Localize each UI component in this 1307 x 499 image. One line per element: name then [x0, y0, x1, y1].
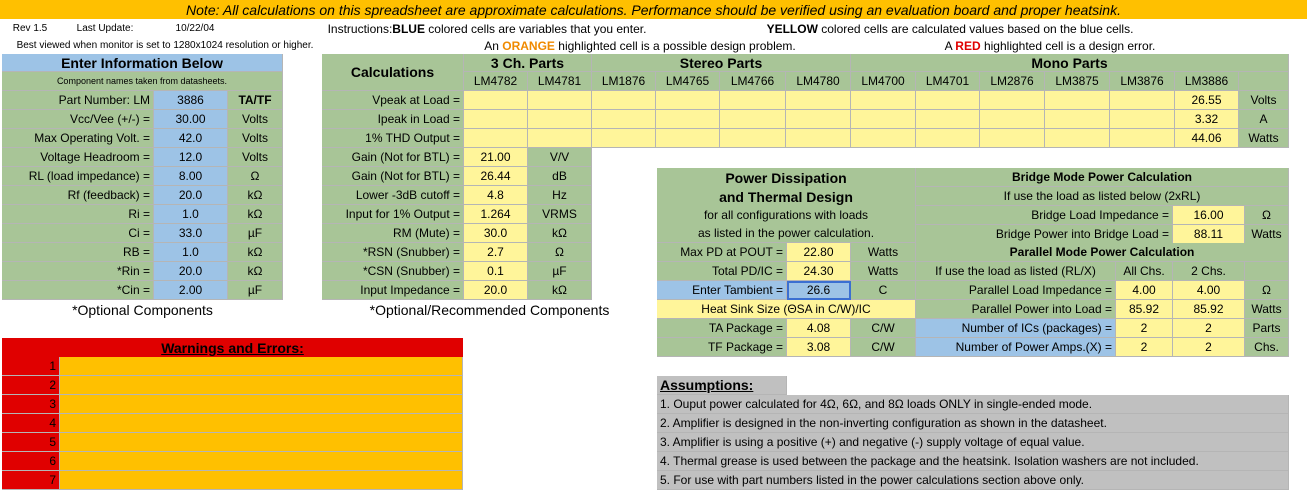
- parallel-value-all: 2: [1116, 319, 1173, 338]
- calc-value-empty: [720, 91, 786, 110]
- parallel-value-two: 2: [1173, 338, 1245, 357]
- input-label: RB =: [2, 243, 154, 262]
- calc-value-empty: [851, 110, 916, 129]
- bridge-unit: Ω: [1245, 206, 1289, 225]
- calc-value-empty: [656, 129, 720, 148]
- input-label: Ci =: [2, 224, 154, 243]
- calc-value-empty: [528, 129, 592, 148]
- calc-value-lm3886: 26.55: [1175, 91, 1239, 110]
- assumption-item: 1. Ouput power calculated for 4Ω, 6Ω, and 8Ω loads ONLY in single-ended mode.: [657, 395, 1289, 414]
- calc2-label: RM (Mute) =: [322, 224, 464, 243]
- input-unit: kΩ: [228, 186, 283, 205]
- power-dissipation-label: Total PD/IC =: [657, 262, 787, 281]
- warning-message: [60, 376, 463, 395]
- part-column-header: LM3886: [1175, 72, 1239, 91]
- input-unit: Ω: [228, 167, 283, 186]
- input-value[interactable]: 42.0: [154, 129, 228, 148]
- part-column-header: LM4701: [916, 72, 980, 91]
- assumption-item: 3. Amplifier is using a positive (+) and negative (-) supply voltage of equal value.: [657, 433, 1289, 452]
- part-column-header: LM4780: [786, 72, 851, 91]
- enter-info-title: Enter Information Below: [2, 54, 283, 72]
- optional-recommended-label: *Optional/Recommended Components: [369, 302, 610, 318]
- calc-value-empty: [720, 129, 786, 148]
- calc2-unit: µF: [528, 262, 592, 281]
- calc-row-label: Ipeak in Load =: [322, 110, 464, 129]
- part-column-header: LM4765: [656, 72, 720, 91]
- parallel-value-all: 2: [1116, 338, 1173, 357]
- note-banner: Note: All calculations on this spreadsheet are approximate calculations. Performance should be verified using an evaluation board and proper heatsink.: [0, 0, 1307, 19]
- unit-column-header: [1239, 72, 1289, 91]
- power-dissipation-unit: C: [851, 281, 916, 300]
- calc2-label: Gain (Not for BTL) =: [322, 167, 464, 186]
- calc-value-empty: [916, 91, 980, 110]
- warning-message: [60, 357, 463, 376]
- input-label: Ri =: [2, 205, 154, 224]
- parallel-label: Number of ICs (packages) =: [916, 319, 1116, 338]
- calc-value-empty: [1045, 91, 1110, 110]
- input-label: Vcc/Vee (+/-) =: [2, 110, 154, 129]
- parallel-value-all: 85.92: [1116, 300, 1173, 319]
- input-unit: kΩ: [228, 205, 283, 224]
- all-chs-header: All Chs.: [1116, 262, 1173, 281]
- ta-package-unit: C/W: [851, 319, 916, 338]
- warning-message: [60, 395, 463, 414]
- input-unit: TA/TF: [228, 91, 283, 110]
- calc2-unit: VRMS: [528, 205, 592, 224]
- power-dissipation-value: 22.80: [787, 243, 851, 262]
- parallel-unit: Parts: [1245, 319, 1289, 338]
- assumptions-title: Assumptions:: [657, 376, 787, 395]
- part-column-header: LM3876: [1110, 72, 1175, 91]
- part-column-header: LM2876: [980, 72, 1045, 91]
- bridge-mode-subtitle: If use the load as listed below (2xRL): [916, 187, 1289, 206]
- warning-number: 7: [2, 471, 60, 490]
- bridge-value: 88.11: [1173, 225, 1245, 244]
- calc-row-label: Vpeak at Load =: [322, 91, 464, 110]
- ambient-temp-label: Enter Tambient =: [657, 281, 787, 300]
- parallel-unit: Watts: [1245, 300, 1289, 319]
- calc-value-empty: [1045, 110, 1110, 129]
- ta-package-label: TA Package =: [657, 319, 787, 338]
- rev-label: Rev 1.5: [12, 22, 48, 34]
- best-viewed-note: Best viewed when monitor is set to 1280x1024 resolution or higher.: [16, 40, 314, 51]
- red-note: A RED highlighted cell is a design error.: [944, 39, 1156, 53]
- assumption-item: 4. Thermal grease is used between the package and the heatsink. Isolation washers are not included.: [657, 452, 1289, 471]
- calc-row-unit: Volts: [1239, 91, 1289, 110]
- calc-value-empty: [464, 110, 528, 129]
- power-dissipation-unit: Watts: [851, 243, 916, 262]
- parallel-mode-title: Parallel Mode Power Calculation: [916, 243, 1289, 262]
- part-column-header: LM1876: [592, 72, 656, 91]
- part-column-header: LM4766: [720, 72, 786, 91]
- part-column-header: LM3875: [1045, 72, 1110, 91]
- input-unit: Volts: [228, 110, 283, 129]
- calc-value-empty: [1110, 91, 1175, 110]
- instructions-blue: Instructions: BLUE colored cells are variables that you enter.: [327, 21, 647, 36]
- calc2-value: 4.8: [464, 186, 528, 205]
- input-value[interactable]: 20.0: [154, 186, 228, 205]
- part-column-header: LM4700: [851, 72, 916, 91]
- calc-value-empty: [851, 129, 916, 148]
- calc-value-empty: [980, 91, 1045, 110]
- bridge-label: Bridge Power into Bridge Load =: [916, 225, 1173, 244]
- input-value[interactable]: 20.0: [154, 262, 228, 281]
- warning-message: [60, 414, 463, 433]
- calc-value-empty: [786, 129, 851, 148]
- parallel-label: Number of Power Amps.(X) =: [916, 338, 1116, 357]
- calc-value-empty: [980, 110, 1045, 129]
- calc-value-empty: [786, 91, 851, 110]
- calc-value-empty: [1045, 129, 1110, 148]
- tf-package-value: 3.08: [787, 338, 851, 357]
- tf-package-label: TF Package =: [657, 338, 787, 357]
- calc2-value: 0.1: [464, 262, 528, 281]
- calculations-title: Calculations: [322, 54, 464, 91]
- input-label: Rf (feedback) =: [2, 186, 154, 205]
- calc-value-empty: [1110, 110, 1175, 129]
- thermal-design-title: and Thermal Design: [657, 187, 916, 206]
- bridge-value: 16.00: [1173, 206, 1245, 225]
- calc2-value: 20.0: [464, 281, 528, 300]
- heatsink-size-label: Heat Sink Size (ΘSA in C/W)/IC: [657, 300, 916, 319]
- calc-value-empty: [656, 91, 720, 110]
- calc-value-empty: [1110, 129, 1175, 148]
- power-dissipation-sub1: for all configurations with loads: [657, 206, 916, 224]
- warning-number: 4: [2, 414, 60, 433]
- warning-number: 2: [2, 376, 60, 395]
- group-mono-parts: Mono Parts: [851, 54, 1289, 72]
- calc-value-empty: [851, 91, 916, 110]
- calc-row-label: 1% THD Output =: [322, 129, 464, 148]
- calc2-unit: kΩ: [528, 281, 592, 300]
- calc2-unit: V/V: [528, 148, 592, 167]
- calc-value-empty: [916, 110, 980, 129]
- parallel-value-two: 85.92: [1173, 300, 1245, 319]
- calc-value-empty: [528, 110, 592, 129]
- calc-value-empty: [592, 129, 656, 148]
- calc-row-unit: A: [1239, 110, 1289, 129]
- calc2-label: Gain (Not for BTL) =: [322, 148, 464, 167]
- calc-value-empty: [786, 110, 851, 129]
- warning-number: 5: [2, 433, 60, 452]
- input-label: RL (load impedance) =: [2, 167, 154, 186]
- input-unit: Volts: [228, 148, 283, 167]
- part-column-header: LM4781: [528, 72, 592, 91]
- input-unit: µF: [228, 224, 283, 243]
- calc2-label: Input for 1% Output =: [322, 205, 464, 224]
- tf-package-unit: C/W: [851, 338, 916, 357]
- input-unit: µF: [228, 281, 283, 300]
- power-dissipation-unit: Watts: [851, 262, 916, 281]
- warning-number: 1: [2, 357, 60, 376]
- parallel-mode-subtitle: If use the load as listed (RL/X): [916, 262, 1116, 281]
- last-update-date: 10/22/04: [175, 22, 215, 34]
- warning-message: [60, 433, 463, 452]
- calc2-value: 21.00: [464, 148, 528, 167]
- calc-value-empty: [592, 110, 656, 129]
- calc-row-unit: Watts: [1239, 129, 1289, 148]
- warning-message: [60, 452, 463, 471]
- calc2-label: Lower -3dB cutoff =: [322, 186, 464, 205]
- calc2-unit: dB: [528, 167, 592, 186]
- input-value[interactable]: 8.00: [154, 167, 228, 186]
- parallel-value-all: 4.00: [1116, 281, 1173, 300]
- calc-value-empty: [464, 91, 528, 110]
- power-dissipation-sub2: as listed in the power calculation.: [657, 224, 916, 243]
- calc-value-lm3886: 3.32: [1175, 110, 1239, 129]
- group-stereo-parts: Stereo Parts: [592, 54, 851, 72]
- input-label: *Cin =: [2, 281, 154, 300]
- warnings-header: Warnings and Errors:: [2, 338, 463, 357]
- assumption-item: 2. Amplifier is designed in the non-inverting configuration as shown in the datasheet.: [657, 414, 1289, 433]
- calc2-unit: kΩ: [528, 224, 592, 243]
- enter-info-subtitle: Component names taken from datasheets.: [2, 72, 283, 91]
- instructions-yellow: YELLOW colored cells are calculated values based on the blue cells.: [766, 21, 1134, 36]
- input-value[interactable]: 3886: [154, 91, 228, 110]
- orange-note: An ORANGE highlighted cell is a possible design problem.: [484, 39, 796, 53]
- input-value[interactable]: 2.00: [154, 281, 228, 300]
- parallel-unit-header: [1245, 262, 1289, 281]
- parallel-value-two: 4.00: [1173, 281, 1245, 300]
- optional-components-label: *Optional Components: [72, 302, 213, 318]
- calc-value-empty: [980, 129, 1045, 148]
- two-chs-header: 2 Chs.: [1173, 262, 1245, 281]
- calc-value-empty: [916, 129, 980, 148]
- calc2-value: 1.264: [464, 205, 528, 224]
- calc-value-empty: [656, 110, 720, 129]
- bridge-mode-title: Bridge Mode Power Calculation: [916, 168, 1289, 187]
- input-value[interactable]: 1.0: [154, 243, 228, 262]
- parallel-unit: Ω: [1245, 281, 1289, 300]
- ta-package-value: 4.08: [787, 319, 851, 338]
- calc-value-empty: [720, 110, 786, 129]
- power-dissipation-title: Power Dissipation: [657, 168, 916, 187]
- calc-value-empty: [592, 91, 656, 110]
- warning-number: 3: [2, 395, 60, 414]
- power-dissipation-value: 24.30: [787, 262, 851, 281]
- input-label: Max Operating Volt. =: [2, 129, 154, 148]
- input-value[interactable]: 30.00: [154, 110, 228, 129]
- group-3ch-parts: 3 Ch. Parts: [464, 54, 592, 72]
- warning-number: 6: [2, 452, 60, 471]
- ambient-temp-input[interactable]: 26.6: [787, 281, 851, 300]
- calc-value-empty: [464, 129, 528, 148]
- parallel-unit: Chs.: [1245, 338, 1289, 357]
- parallel-label: Parallel Load Impedance =: [916, 281, 1116, 300]
- input-unit: kΩ: [228, 243, 283, 262]
- bridge-label: Bridge Load Impedance =: [916, 206, 1173, 225]
- input-label: Voltage Headroom =: [2, 148, 154, 167]
- assumption-item: 5. For use with part numbers listed in the power calculations section above only.: [657, 471, 1289, 490]
- calc2-value: 26.44: [464, 167, 528, 186]
- calc-value-empty: [528, 91, 592, 110]
- calc2-label: Input Impedance =: [322, 281, 464, 300]
- power-dissipation-label: Max PD at POUT =: [657, 243, 787, 262]
- parallel-value-two: 2: [1173, 319, 1245, 338]
- part-column-header: LM4782: [464, 72, 528, 91]
- calc2-label: *RSN (Snubber) =: [322, 243, 464, 262]
- last-update-label: Last Update:: [76, 22, 134, 34]
- warning-message: [60, 471, 463, 490]
- calc2-unit: Hz: [528, 186, 592, 205]
- calc2-label: *CSN (Snubber) =: [322, 262, 464, 281]
- calc2-value: 30.0: [464, 224, 528, 243]
- input-value[interactable]: 12.0: [154, 148, 228, 167]
- bridge-unit: Watts: [1245, 225, 1289, 244]
- input-value[interactable]: 1.0: [154, 205, 228, 224]
- calc2-value: 2.7: [464, 243, 528, 262]
- calc2-unit: Ω: [528, 243, 592, 262]
- input-label: Part Number: LM: [2, 91, 154, 110]
- input-unit: Volts: [228, 129, 283, 148]
- input-unit: kΩ: [228, 262, 283, 281]
- parallel-label: Parallel Power into Load =: [916, 300, 1116, 319]
- input-value[interactable]: 33.0: [154, 224, 228, 243]
- input-label: *Rin =: [2, 262, 154, 281]
- calc-value-lm3886: 44.06: [1175, 129, 1239, 148]
